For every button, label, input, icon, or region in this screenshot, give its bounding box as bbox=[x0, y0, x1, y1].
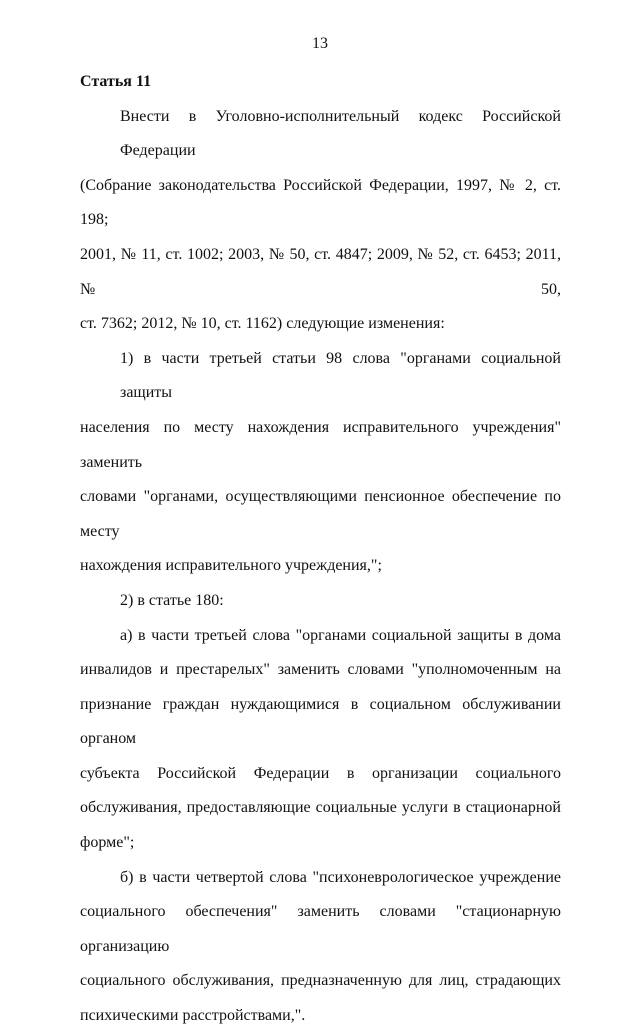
text-line: инвалидов и престарелых" заменить словами "уполномоченным на bbox=[80, 661, 561, 679]
text-line: 2) в статье 180: bbox=[120, 591, 224, 609]
text-line: нахождения исправительного учреждения,"; bbox=[80, 557, 382, 575]
text-line: форме"; bbox=[80, 834, 135, 852]
text-line: обслуживания, предоставляющие социальные услуги в стационарной bbox=[80, 799, 561, 817]
text-line: 1) в части третьей статьи 98 слова "органами социальной защиты bbox=[120, 349, 561, 402]
text-line: субъекта Российской Федерации в организации социального bbox=[80, 764, 561, 782]
text-line: 2001, № 11, ст. 1002; 2003, № 50, ст. 4847; 2009, № 52, ст. 6453; 2011, № 50, bbox=[80, 245, 561, 298]
text-line: ст. 7362; 2012, № 10, ст. 1162) следующие изменения: bbox=[80, 315, 445, 333]
page-number: 13 bbox=[312, 35, 328, 52]
text-line: признание граждан нуждающимися в социальном обслуживании органом bbox=[80, 695, 561, 748]
text-line: населения по месту нахождения исправительного учреждения" заменить bbox=[80, 418, 561, 471]
text-line: словами "органами, осуществляющими пенсионное обеспечение по месту bbox=[80, 488, 561, 540]
text-line: (Собрание законодательства Российской Федерации, 1997, № 2, ст. 198; bbox=[80, 176, 561, 229]
text-line: психическими расстройствами,". bbox=[80, 1007, 306, 1025]
document-body bbox=[80, 65, 561, 1034]
text-line: Внести в Уголовно-исполнительный кодекс Российской Федерации bbox=[120, 107, 561, 160]
text-line: социального обеспечения" заменить словами "стационарную организацию bbox=[80, 903, 561, 955]
article-title: Статья 11 bbox=[80, 73, 152, 90]
text-line: б) в части четвертой слова "психоневрологическое учреждение bbox=[120, 868, 561, 886]
text-line: социального обслуживания, предназначенную для лиц, страдающих bbox=[80, 972, 561, 990]
text-line: а) в части третьей слова "органами социальной защиты в дома bbox=[120, 626, 561, 644]
